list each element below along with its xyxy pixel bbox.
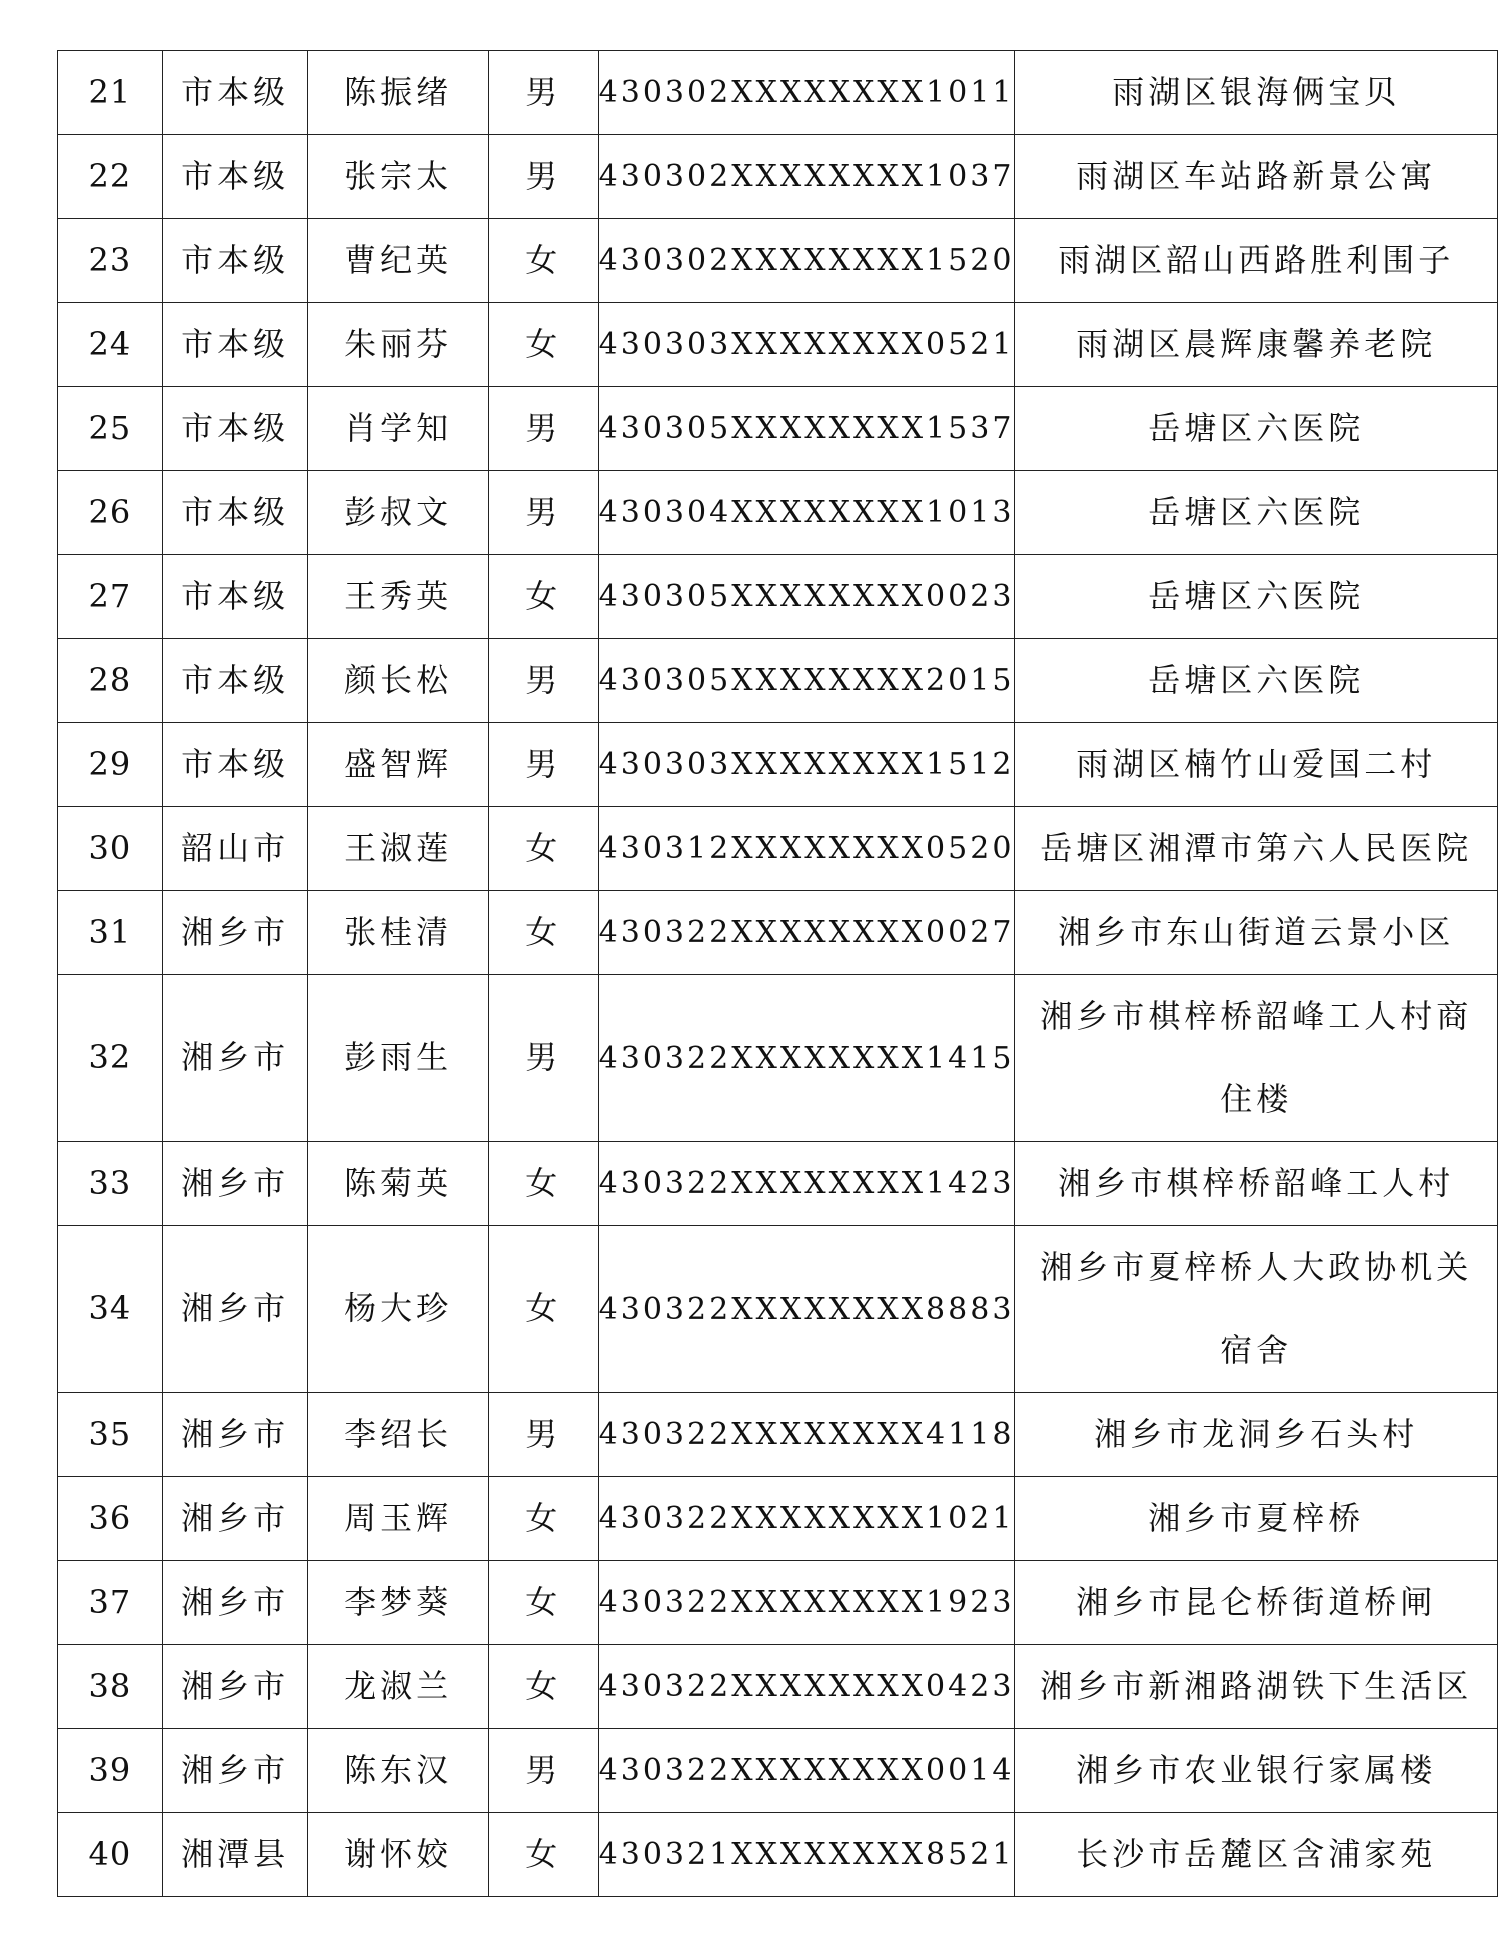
row-number-cell: 27 — [58, 555, 163, 639]
id-number-cell: 430322XXXXXXXX4118 — [598, 1393, 1015, 1477]
region-cell: 市本级 — [162, 303, 308, 387]
name-cell: 王淑莲 — [308, 807, 489, 891]
gender-cell: 女 — [488, 219, 598, 303]
name-cell: 朱丽芬 — [308, 303, 489, 387]
table-row — [58, 303, 1498, 387]
row-number-cell: 32 — [58, 975, 163, 1142]
address-cell: 雨湖区车站路新景公寓 — [1015, 135, 1498, 219]
address-cell: 岳塘区六医院 — [1015, 555, 1498, 639]
name-cell: 龙淑兰 — [308, 1645, 489, 1729]
row-number-cell: 38 — [58, 1645, 163, 1729]
address-line: 宿舍 — [1220, 1331, 1293, 1369]
name-cell: 张桂清 — [308, 891, 489, 975]
address-cell — [1015, 975, 1498, 1142]
table-row — [58, 891, 1498, 975]
address-cell: 湘乡市东山街道云景小区 — [1015, 891, 1498, 975]
table-row — [58, 219, 1498, 303]
table-row — [58, 1226, 1498, 1393]
id-number-cell: 430305XXXXXXXX0023 — [598, 555, 1015, 639]
name-cell: 盛智辉 — [308, 723, 489, 807]
region-cell: 市本级 — [162, 723, 308, 807]
id-number-cell: 430305XXXXXXXX2015 — [598, 639, 1015, 723]
id-number-cell: 430302XXXXXXXX1037 — [598, 135, 1015, 219]
table-row — [58, 1393, 1498, 1477]
name-cell: 李绍长 — [308, 1393, 489, 1477]
name-cell: 王秀英 — [308, 555, 489, 639]
gender-cell: 女 — [488, 1226, 598, 1393]
address-cell: 岳塘区六医院 — [1015, 639, 1498, 723]
address-cell — [1015, 1226, 1498, 1393]
name-cell: 陈东汉 — [308, 1729, 489, 1813]
id-number-cell: 430303XXXXXXXX0521 — [598, 303, 1015, 387]
address-cell: 雨湖区晨辉康馨养老院 — [1015, 303, 1498, 387]
address-cell: 长沙市岳麓区含浦家苑 — [1015, 1813, 1498, 1897]
name-cell: 周玉辉 — [308, 1477, 489, 1561]
address-cell: 湘乡市农业银行家属楼 — [1015, 1729, 1498, 1813]
name-cell: 颜长松 — [308, 639, 489, 723]
table-row — [58, 1729, 1498, 1813]
table-row — [58, 51, 1498, 135]
roster-table — [57, 50, 1498, 1897]
id-number-cell: 430322XXXXXXXX0423 — [598, 1645, 1015, 1729]
id-number-cell: 430321XXXXXXXX8521 — [598, 1813, 1015, 1897]
name-cell: 彭雨生 — [308, 975, 489, 1142]
row-number-cell: 22 — [58, 135, 163, 219]
address-cell: 岳塘区湘潭市第六人民医院 — [1015, 807, 1498, 891]
region-cell: 湘潭县 — [162, 1813, 308, 1897]
id-number-cell: 430302XXXXXXXX1520 — [598, 219, 1015, 303]
table-row — [58, 639, 1498, 723]
name-cell: 谢怀姣 — [308, 1813, 489, 1897]
table-row — [58, 975, 1498, 1142]
row-number-cell: 24 — [58, 303, 163, 387]
id-number-cell: 430322XXXXXXXX1923 — [598, 1561, 1015, 1645]
region-cell: 湘乡市 — [162, 1645, 308, 1729]
gender-cell: 男 — [488, 639, 598, 723]
gender-cell: 女 — [488, 555, 598, 639]
name-cell: 肖学知 — [308, 387, 489, 471]
id-number-cell: 430302XXXXXXXX1011 — [598, 51, 1015, 135]
table-row — [58, 807, 1498, 891]
table-row — [58, 555, 1498, 639]
row-number-cell: 31 — [58, 891, 163, 975]
name-cell: 陈振绪 — [308, 51, 489, 135]
id-number-cell: 430303XXXXXXXX1512 — [598, 723, 1015, 807]
region-cell: 湘乡市 — [162, 891, 308, 975]
name-cell: 曹纪英 — [308, 219, 489, 303]
address-line: 湘乡市棋梓桥韶峰工人村商 — [1040, 997, 1473, 1035]
gender-cell: 男 — [488, 975, 598, 1142]
name-cell: 陈菊英 — [308, 1142, 489, 1226]
table-row — [58, 471, 1498, 555]
row-number-cell: 29 — [58, 723, 163, 807]
gender-cell: 男 — [488, 51, 598, 135]
region-cell: 湘乡市 — [162, 1142, 308, 1226]
row-number-cell: 21 — [58, 51, 163, 135]
name-cell: 李梦葵 — [308, 1561, 489, 1645]
address-cell: 岳塘区六医院 — [1015, 387, 1498, 471]
address-line: 住楼 — [1220, 1080, 1293, 1118]
row-number-cell: 33 — [58, 1142, 163, 1226]
table-row — [58, 387, 1498, 471]
region-cell: 市本级 — [162, 51, 308, 135]
row-number-cell: 36 — [58, 1477, 163, 1561]
region-cell: 市本级 — [162, 639, 308, 723]
gender-cell: 女 — [488, 1142, 598, 1226]
gender-cell: 男 — [488, 471, 598, 555]
id-number-cell: 430322XXXXXXXX1423 — [598, 1142, 1015, 1226]
region-cell: 市本级 — [162, 555, 308, 639]
gender-cell: 男 — [488, 1393, 598, 1477]
region-cell: 市本级 — [162, 135, 308, 219]
row-number-cell: 39 — [58, 1729, 163, 1813]
gender-cell: 男 — [488, 387, 598, 471]
gender-cell: 男 — [488, 723, 598, 807]
region-cell: 韶山市 — [162, 807, 308, 891]
row-number-cell: 28 — [58, 639, 163, 723]
id-number-cell: 430322XXXXXXXX8883 — [598, 1226, 1015, 1393]
region-cell: 湘乡市 — [162, 1393, 308, 1477]
row-number-cell: 35 — [58, 1393, 163, 1477]
id-number-cell: 430322XXXXXXXX1415 — [598, 975, 1015, 1142]
gender-cell: 女 — [488, 1477, 598, 1561]
gender-cell: 女 — [488, 1561, 598, 1645]
id-number-cell: 430322XXXXXXXX0014 — [598, 1729, 1015, 1813]
gender-cell: 女 — [488, 1645, 598, 1729]
address-cell: 湘乡市棋梓桥韶峰工人村 — [1015, 1142, 1498, 1226]
row-number-cell: 23 — [58, 219, 163, 303]
row-number-cell: 25 — [58, 387, 163, 471]
region-cell: 市本级 — [162, 387, 308, 471]
row-number-cell: 40 — [58, 1813, 163, 1897]
address-cell: 湘乡市新湘路湖铁下生活区 — [1015, 1645, 1498, 1729]
name-cell: 杨大珍 — [308, 1226, 489, 1393]
region-cell: 湘乡市 — [162, 1561, 308, 1645]
address-cell: 雨湖区银海俩宝贝 — [1015, 51, 1498, 135]
gender-cell: 女 — [488, 1813, 598, 1897]
address-cell: 雨湖区楠竹山爱国二村 — [1015, 723, 1498, 807]
table-row — [58, 1142, 1498, 1226]
region-cell: 湘乡市 — [162, 1477, 308, 1561]
id-number-cell: 430312XXXXXXXX0520 — [598, 807, 1015, 891]
name-cell: 彭叔文 — [308, 471, 489, 555]
gender-cell: 男 — [488, 135, 598, 219]
address-cell: 湘乡市龙洞乡石头村 — [1015, 1393, 1498, 1477]
region-cell: 湘乡市 — [162, 975, 308, 1142]
address-cell: 雨湖区韶山西路胜利围子 — [1015, 219, 1498, 303]
name-cell: 张宗太 — [308, 135, 489, 219]
row-number-cell: 26 — [58, 471, 163, 555]
region-cell: 湘乡市 — [162, 1226, 308, 1393]
region-cell: 市本级 — [162, 219, 308, 303]
gender-cell: 女 — [488, 807, 598, 891]
id-number-cell: 430304XXXXXXXX1013 — [598, 471, 1015, 555]
region-cell: 市本级 — [162, 471, 308, 555]
id-number-cell: 430322XXXXXXXX0027 — [598, 891, 1015, 975]
gender-cell: 女 — [488, 891, 598, 975]
table-row — [58, 135, 1498, 219]
table-row — [58, 1813, 1498, 1897]
address-cell: 岳塘区六医院 — [1015, 471, 1498, 555]
table-row — [58, 723, 1498, 807]
row-number-cell: 34 — [58, 1226, 163, 1393]
roster-body — [58, 51, 1498, 1897]
address-line: 湘乡市夏梓桥人大政协机关 — [1040, 1248, 1473, 1286]
table-row — [58, 1645, 1498, 1729]
region-cell: 湘乡市 — [162, 1729, 308, 1813]
address-cell: 湘乡市昆仑桥街道桥闸 — [1015, 1561, 1498, 1645]
id-number-cell: 430305XXXXXXXX1537 — [598, 387, 1015, 471]
gender-cell: 女 — [488, 303, 598, 387]
gender-cell: 男 — [488, 1729, 598, 1813]
row-number-cell: 37 — [58, 1561, 163, 1645]
id-number-cell: 430322XXXXXXXX1021 — [598, 1477, 1015, 1561]
row-number-cell: 30 — [58, 807, 163, 891]
address-cell: 湘乡市夏梓桥 — [1015, 1477, 1498, 1561]
table-row — [58, 1477, 1498, 1561]
table-row — [58, 1561, 1498, 1645]
